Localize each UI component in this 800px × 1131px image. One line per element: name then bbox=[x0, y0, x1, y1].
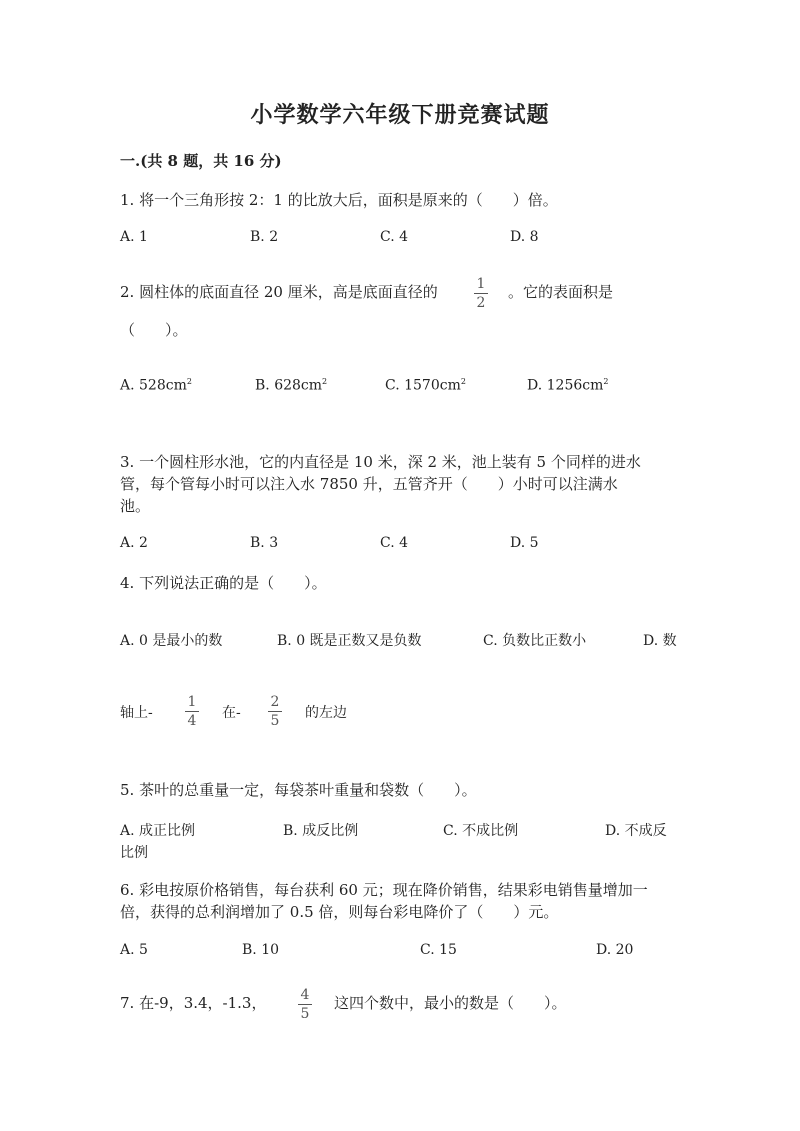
question-1-text: 1. 将一个三角形按 2：1 的比放大后，面积是原来的（ ）倍。 bbox=[120, 191, 558, 209]
q6-option-b: B. 10 bbox=[242, 942, 280, 958]
q4-fraction-1-numerator: 1 bbox=[187, 694, 197, 710]
question-7-text: 7. 在-9，3.4，-1.3， bbox=[120, 994, 267, 1012]
q4-fraction-1-denominator: 4 bbox=[187, 713, 197, 729]
q4-option-d: D. 数 bbox=[643, 633, 677, 649]
q3-option-a: A. 2 bbox=[120, 535, 148, 551]
q2-option-c-sup: 2 bbox=[460, 377, 466, 386]
q2-option-a-sup: 2 bbox=[186, 377, 192, 386]
question-2-text-cont: 。它的表面积是 bbox=[508, 283, 614, 301]
question-2-blank: （ ）。 bbox=[120, 321, 188, 339]
fraction-bar bbox=[298, 1004, 312, 1005]
section-heading: 一.(共 8 题，共 16 分) bbox=[120, 152, 282, 170]
q2-fraction bbox=[474, 276, 488, 311]
q2-option-c bbox=[385, 377, 466, 394]
q2-option-d-sup: 2 bbox=[603, 377, 609, 386]
question-3-line-3: 池。 bbox=[120, 497, 151, 515]
question-6-line-1: 6. 彩电按原价格销售，每台获利 60 元；现在降价销售，结果彩电销售量增加一 bbox=[120, 881, 648, 899]
q2-option-a-text: A. 528cm bbox=[120, 377, 187, 394]
q2-fraction-numerator: 1 bbox=[476, 276, 486, 292]
q1-option-d: D. 8 bbox=[510, 229, 539, 245]
question-5-text: 5. 茶叶的总重量一定，每袋茶叶重量和袋数（ ）。 bbox=[120, 781, 477, 799]
q6-option-c: C. 15 bbox=[420, 942, 457, 958]
fraction-bar bbox=[268, 711, 282, 712]
q3-option-d: D. 5 bbox=[510, 535, 539, 551]
question-6-line-2: 倍，获得的总利润增加了 0.5 倍，则每台彩电降价了（ ）元。 bbox=[120, 903, 559, 921]
q1-option-c: C. 4 bbox=[380, 229, 409, 245]
q4-option-b: B. 0 既是正数又是负数 bbox=[277, 633, 422, 649]
q2-option-d bbox=[527, 377, 608, 394]
q3-option-c: C. 4 bbox=[380, 535, 409, 551]
page-title: 小学数学六年级下册竞赛试题 bbox=[250, 102, 550, 128]
question-4-text: 4. 下列说法正确的是（ ）。 bbox=[120, 574, 327, 592]
q2-option-b-text: B. 628cm bbox=[255, 377, 323, 394]
fraction-bar bbox=[185, 711, 199, 712]
fraction-bar bbox=[474, 293, 488, 294]
q2-fraction-denominator: 2 bbox=[476, 295, 486, 311]
q5-option-d-cont: 比例 bbox=[120, 845, 148, 861]
q4-option-d-cont-c: 的左边 bbox=[305, 705, 347, 721]
q4-option-d-cont-b: 在- bbox=[222, 705, 241, 721]
q1-option-a: A. 1 bbox=[120, 229, 148, 245]
q5-option-d: D. 不成反 bbox=[605, 823, 667, 839]
q5-option-c: C. 不成比例 bbox=[443, 823, 519, 839]
q5-option-a: A. 成正比例 bbox=[120, 823, 196, 839]
q4-option-d-cont-a: 轴上- bbox=[120, 705, 153, 721]
q2-option-d-text: D. 1256cm bbox=[527, 377, 604, 394]
question-2-text: 2. 圆柱体的底面直径 20 厘米，高是底面直径的 bbox=[120, 283, 438, 301]
q7-fraction-denominator: 5 bbox=[300, 1006, 310, 1022]
q2-option-a bbox=[120, 377, 192, 394]
q2-option-b-sup: 2 bbox=[322, 377, 328, 386]
q2-option-c-text: C. 1570cm bbox=[385, 377, 461, 394]
q2-option-b bbox=[255, 377, 327, 394]
q4-option-c: C. 负数比正数小 bbox=[483, 633, 587, 649]
question-7-text-cont: 这四个数中，最小的数是（ ）。 bbox=[334, 994, 567, 1012]
q4-fraction-2 bbox=[268, 694, 282, 729]
q6-option-a: A. 5 bbox=[120, 942, 148, 958]
q5-option-b: B. 成反比例 bbox=[283, 823, 359, 839]
q4-fraction-2-denominator: 5 bbox=[270, 713, 280, 729]
q7-fraction-numerator: 4 bbox=[300, 987, 310, 1003]
q3-option-b: B. 3 bbox=[250, 535, 279, 551]
q1-option-b: B. 2 bbox=[250, 229, 279, 245]
q7-fraction bbox=[298, 987, 312, 1022]
question-3-line-2: 管，每个管每小时可以注入水 7850 升，五管齐开（ ）小时可以注满水 bbox=[120, 475, 618, 493]
q4-option-a: A. 0 是最小的数 bbox=[120, 633, 223, 649]
q6-option-d: D. 20 bbox=[596, 942, 634, 958]
question-3-line-1: 3. 一个圆柱形水池，它的内直径是 10 米，深 2 米，池上装有 5 个同样的进水 bbox=[120, 453, 641, 471]
q4-fraction-2-numerator: 2 bbox=[270, 694, 280, 710]
q4-fraction-1 bbox=[185, 694, 199, 729]
